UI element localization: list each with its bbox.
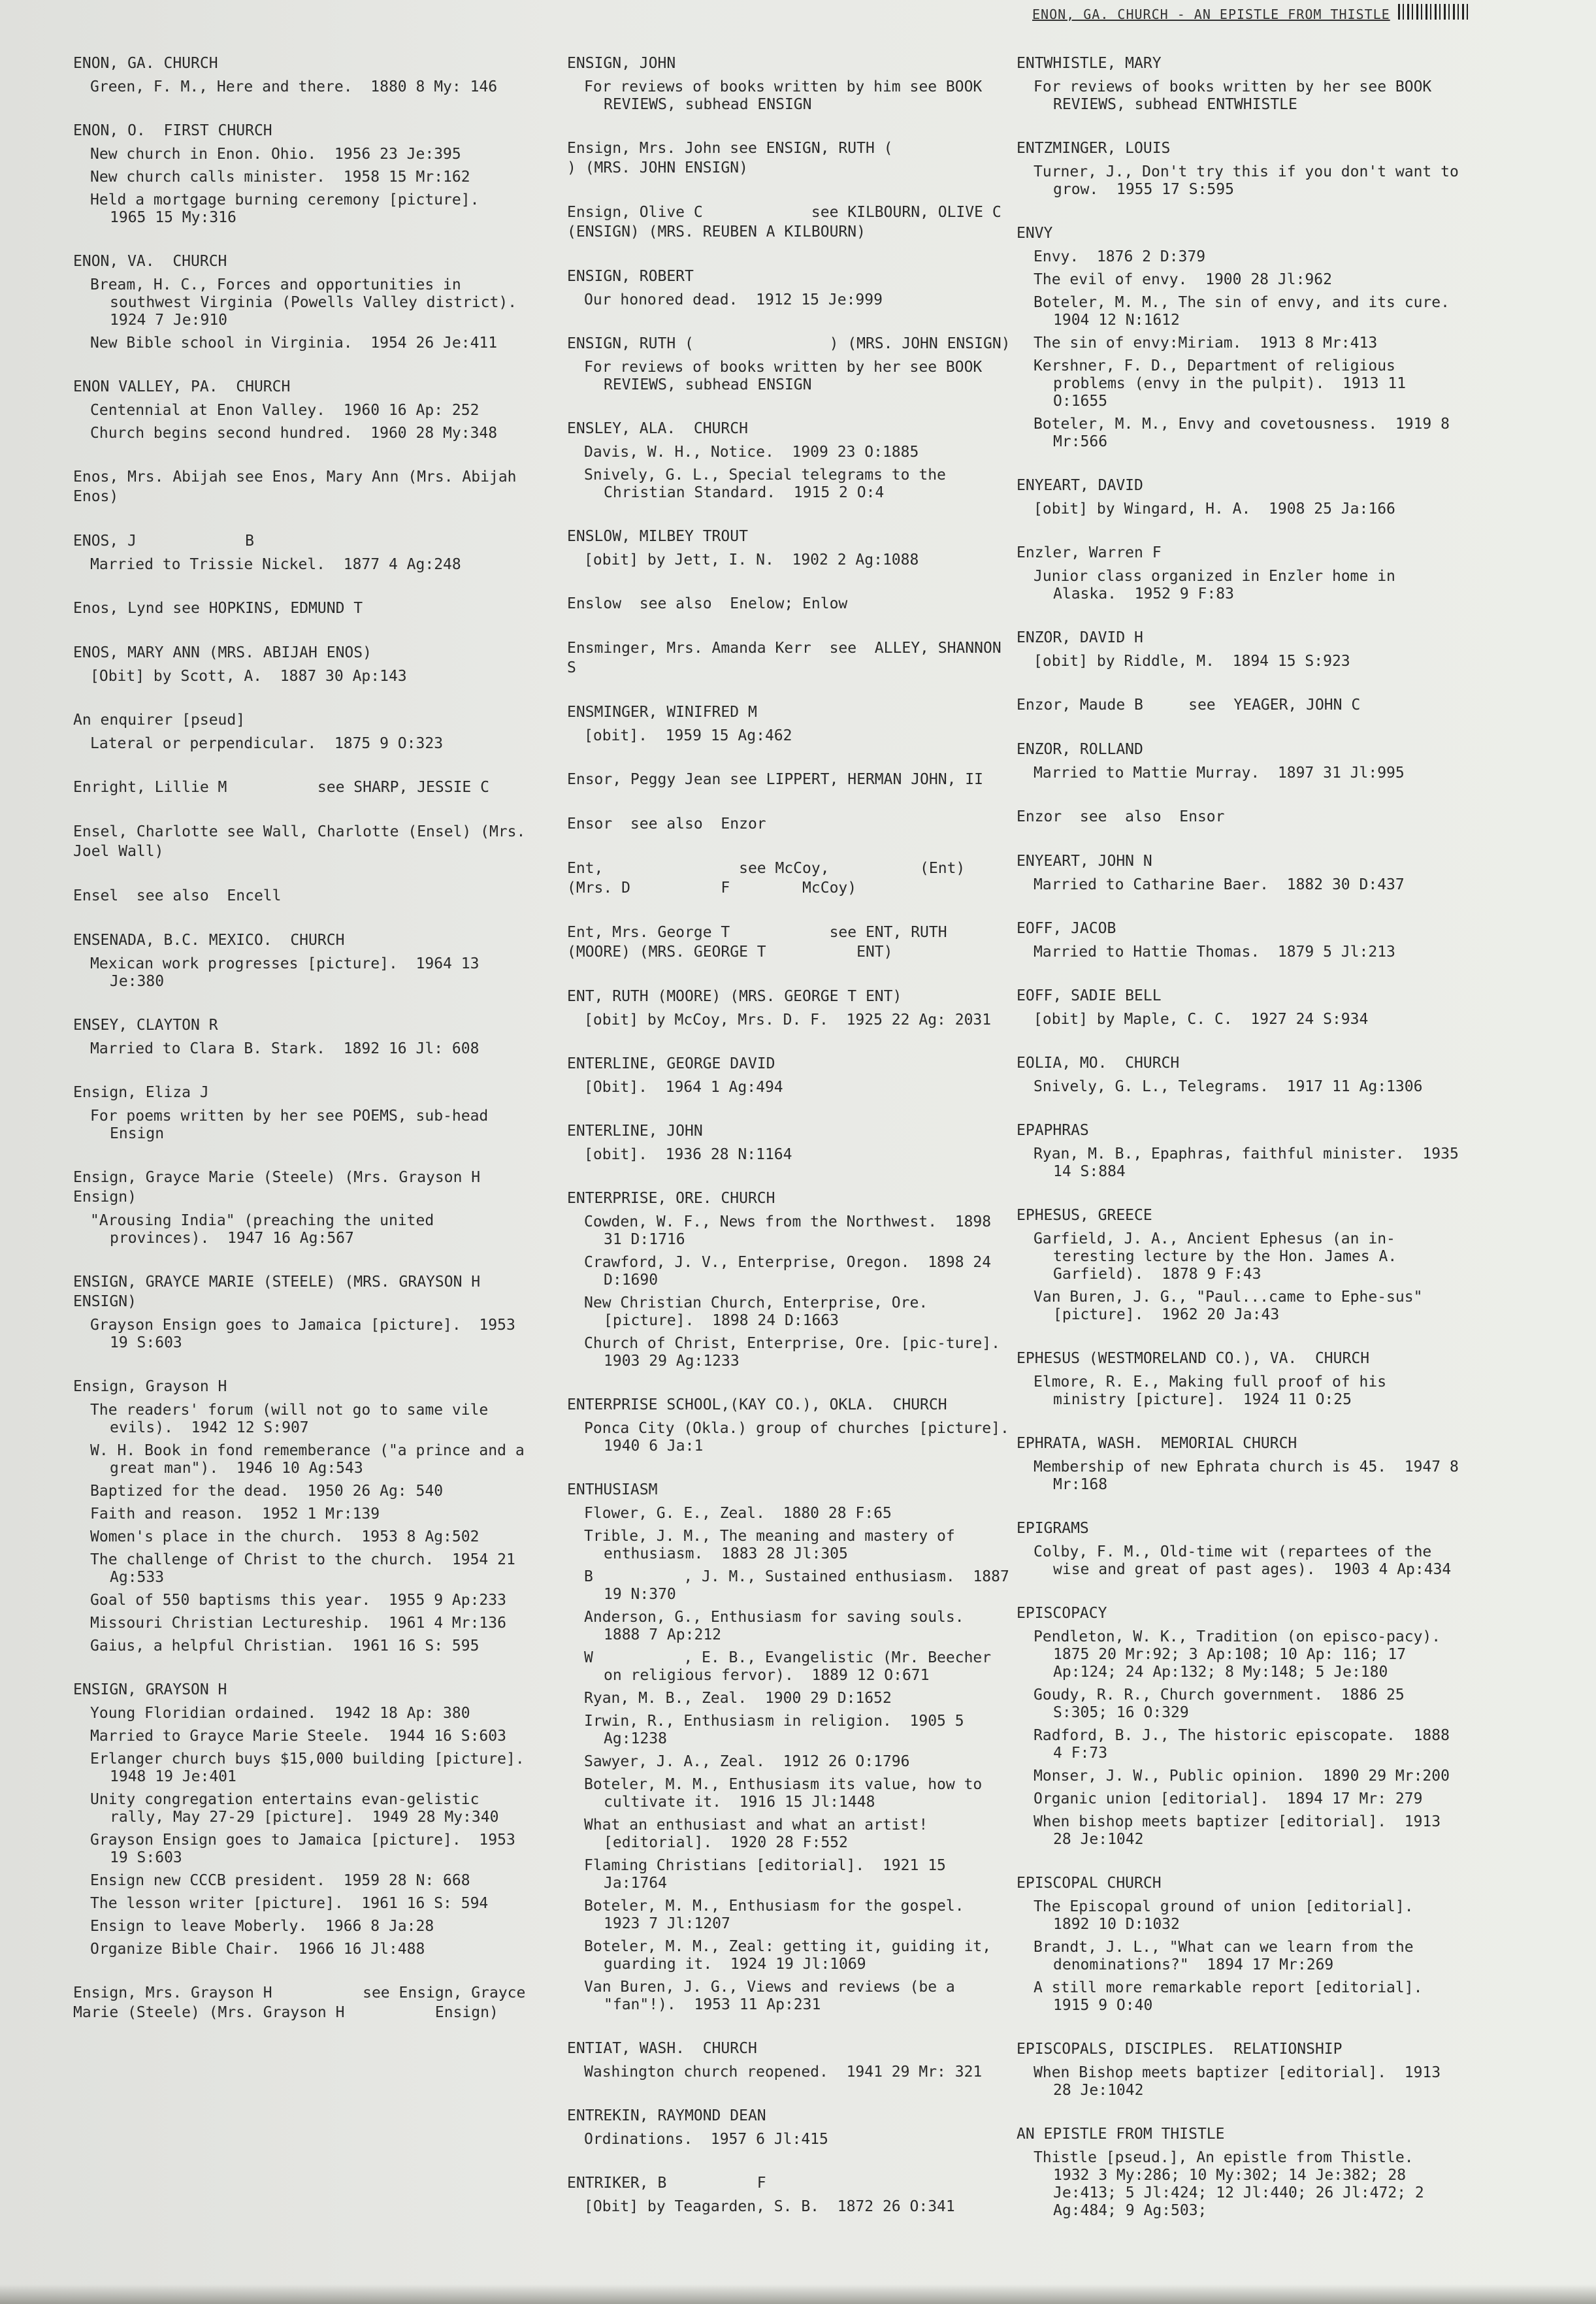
entry-citation: Turner, J., Don't try this if you don't want to grow. 1955 17 S:595 xyxy=(1034,163,1468,198)
index-entry xyxy=(73,778,530,797)
entry-heading: Ent, Mrs. George T see ENT, RUTH (MOORE) (MRS. GEORGE T ENT) xyxy=(567,924,956,961)
index-entry xyxy=(1017,1434,1467,1494)
entry-citation: New Bible school in Virginia. 1954 26 Je:411 xyxy=(90,335,498,352)
running-head: ENON, GA. CHURCH - AN EPISTLE FROM THISTLE xyxy=(1032,7,1390,22)
entry-citation: Flaming Christians [editorial]. 1921 15 Ja:1764 xyxy=(584,1857,955,1892)
entry-citation: Mexican work progresses [picture]. 1964 13 Je:380 xyxy=(90,955,489,990)
entry-citation: [obit] by Maple, C. C. 1927 24 S:934 xyxy=(1034,1011,1369,1028)
index-entry xyxy=(567,2106,1011,2148)
index-entry xyxy=(73,252,535,352)
entry-citation: Ensign to leave Moberly. 1966 8 Ja:28 xyxy=(90,1918,434,1935)
index-entry xyxy=(73,1168,571,1247)
entry-citation: Church begins second hundred. 1960 28 My:348 xyxy=(90,425,498,442)
column-3 xyxy=(1017,54,1467,2245)
entry-citation: Our honored dead. 1912 15 Je:999 xyxy=(584,291,883,308)
entry-heading: ENSIGN, ROBERT xyxy=(567,268,694,285)
index-entry xyxy=(73,1680,543,1958)
entry-citation: Crawford, J. V., Enterprise, Oregon. 1898 24 D:1690 xyxy=(584,1254,1000,1289)
index-entry xyxy=(73,1983,535,2022)
index-entry xyxy=(73,930,530,991)
entry-citation: [obit]. 1959 15 Ag:462 xyxy=(584,727,792,744)
entry-citation: Lateral or perpendicular. 1875 9 O:323 xyxy=(90,735,444,752)
entry-heading: Ensor, Peggy Jean see LIPPERT, HERMAN JOHN, II xyxy=(567,771,983,788)
index-entry xyxy=(567,419,1011,502)
entry-citation: [obit] by Riddle, M. 1894 15 S:923 xyxy=(1034,653,1350,670)
entry-citation: Junior class organized in Enzler home in Alaska. 1952 9 F:83 xyxy=(1034,568,1405,602)
entry-heading: EPHESUS, GREECE xyxy=(1017,1207,1152,1224)
entry-heading: ENON, GA. CHURCH xyxy=(73,55,218,72)
entry-citation: Grayson Ensign goes to Jamaica [picture]. 1953 19 S:603 xyxy=(90,1832,525,1866)
entry-heading: ENSENADA, B.C. MEXICO. CHURCH xyxy=(73,932,345,949)
entry-heading: Ensign, Olive C see KILBOURN, OLIVE C (ENSIGN) (MRS. REUBEN A KILBOURN) xyxy=(567,204,1092,240)
index-entry xyxy=(1017,986,1467,1029)
entry-citation: Monser, J. W., Public opinion. 1890 29 Mr:200 xyxy=(1034,1768,1450,1785)
entry-citation: Van Buren, J. G., Views and reviews (be a "fan"!). 1953 11 Ap:231 xyxy=(584,1979,964,2013)
entry-citation: Married to Mattie Murray. 1897 31 Jl:995 xyxy=(1034,765,1405,782)
entry-citation: [obit] by Wingard, H. A. 1908 25 Ja:166 xyxy=(1034,501,1395,518)
entry-heading: ENT, RUTH (MOORE) (MRS. GEORGE T ENT) xyxy=(567,988,902,1005)
entry-heading: Enzor see also Ensor xyxy=(1017,808,1225,825)
entry-heading: ENSIGN, GRAYCE MARIE (STEELE) (MRS. GRAYSON H ENSIGN) xyxy=(73,1274,571,1310)
entry-citation: Centennial at Enon Valley. 1960 16 Ap: 252 xyxy=(90,402,480,419)
entry-citation: Van Buren, J. G., "Paul...came to Ephe-sus" [picture]. 1962 20 Ja:43 xyxy=(1034,1289,1432,1323)
index-entry xyxy=(1017,1121,1467,1181)
entry-citation: Garfield, J. A., Ancient Ephesus (an in-teresting lecture by the Hon. James A. Garfield). 1878 9 F:43 xyxy=(1034,1230,1407,1283)
entry-heading: ENTREKIN, RAYMOND DEAN xyxy=(567,2107,766,2124)
index-entry xyxy=(73,643,530,685)
index-entry xyxy=(73,1083,530,1143)
entry-citation: For reviews of books written by him see BOOK REVIEWS, subhead ENSIGN xyxy=(584,78,992,113)
entry-citation: Snively, G. L., Telegrams. 1917 11 Ag:1306 xyxy=(1034,1078,1423,1095)
entry-heading: ENOS, J B xyxy=(73,533,254,550)
index-entry xyxy=(73,121,530,227)
entry-citation: When bishop meets baptizer [editorial]. 1913 28 Je:1042 xyxy=(1034,1813,1450,1848)
entry-citation: Trible, J. M., The meaning and mastery of enthusiasm. 1883 28 Jl:305 xyxy=(584,1528,964,1562)
entry-citation: Goal of 550 baptisms this year. 1955 9 Ap:233 xyxy=(90,1592,506,1609)
index-entry xyxy=(567,139,1038,178)
entry-citation: When Bishop meets baptizer [editorial]. 1913 28 Je:1042 xyxy=(1034,2064,1450,2099)
index-entry xyxy=(1017,2039,1467,2099)
entry-heading: An enquirer [pseud] xyxy=(73,712,246,729)
entry-heading: ENSIGN, GRAYSON H xyxy=(73,1681,227,1698)
entry-citation: Green, F. M., Here and there. 1880 8 My: 146 xyxy=(90,78,498,95)
index-entry xyxy=(1017,1053,1467,1096)
entry-citation: Kershner, F. D., Department of religious problems (envy in the pulpit). 1913 11 O:1655 xyxy=(1034,357,1415,410)
entry-citation: Sawyer, J. A., Zeal. 1912 26 O:1796 xyxy=(584,1753,910,1770)
entry-citation: [Obit] by Teagarden, S. B. 1872 26 O:341 xyxy=(584,2198,955,2215)
entry-citation: Grayson Ensign goes to Jamaica [picture]. 1953 19 S:603 xyxy=(90,1317,525,1351)
index-entry xyxy=(567,814,1011,834)
entry-citation: The Episcopal ground of union [editorial]. 1892 10 D:1032 xyxy=(1034,1898,1432,1933)
index-entry xyxy=(1017,1604,1467,1849)
entry-heading: ENON, O. FIRST CHURCH xyxy=(73,122,272,139)
entry-heading: Ensor see also Enzor xyxy=(567,815,766,832)
entry-citation: Erlanger church buys $15,000 building [picture]. 1948 19 Je:401 xyxy=(90,1751,543,1785)
entry-citation: [obit] by McCoy, Mrs. D. F. 1925 22 Ag: 2031 xyxy=(584,1012,992,1029)
page-edge-shadow xyxy=(0,2284,1596,2304)
entry-citation: Married to Trissie Nickel. 1877 4 Ag:248 xyxy=(90,556,461,573)
entry-citation: Pendleton, W. K., Tradition (on episco-pacy). 1875 20 Mr:92; 3 Ap:108; 10 Ap: 116; 17 Ap:124; 24 Ap:132; 8 My:148; 5 Je:180 xyxy=(1034,1628,1459,1681)
entry-heading: Ensign, Grayson H xyxy=(73,1378,227,1395)
entry-citation: Anderson, G., Enthusiasm for saving souls. 1888 7 Ap:212 xyxy=(584,1609,983,1643)
entry-heading: EOFF, JACOB xyxy=(1017,920,1116,937)
index-entry xyxy=(1017,1206,1467,1324)
entry-citation: Washington church reopened. 1941 29 Mr: 321 xyxy=(584,2064,983,2081)
index-entry xyxy=(1017,1873,1467,2015)
entry-citation: Colby, F. M., Old-time wit (repartees of the wise and great of past ages). 1903 4 Ap:434 xyxy=(1034,1543,1452,1578)
entry-citation: Organic union [editorial]. 1894 17 Mr: 279 xyxy=(1034,1790,1423,1807)
entry-heading: ENZOR, ROLLAND xyxy=(1017,741,1143,758)
entry-heading: Ensign, Mrs. John see ENSIGN, RUTH ( ) (MRS. JOHN ENSIGN) xyxy=(567,140,1038,176)
index-entry xyxy=(567,1054,1011,1096)
entry-heading: ENTERPRISE SCHOOL,(KAY CO.), OKLA. CHURCH xyxy=(567,1396,947,1413)
entry-heading: ENSEY, CLAYTON R xyxy=(73,1017,218,1034)
entry-citation: Davis, W. H., Notice. 1909 23 O:1885 xyxy=(584,444,919,461)
entry-citation: For poems written by her see POEMS, sub-head Ensign xyxy=(90,1108,498,1142)
index-entry xyxy=(73,822,535,861)
index-entry xyxy=(567,2173,1011,2216)
entry-citation: Radford, B. J., The historic episcopate. 1888 4 F:73 xyxy=(1034,1727,1459,1762)
index-entry xyxy=(1017,807,1467,827)
entry-heading: ENVY xyxy=(1017,225,1053,242)
index-entry xyxy=(567,702,1011,745)
index-entry xyxy=(1017,2124,1467,2220)
index-entry xyxy=(73,54,530,96)
entry-citation: The sin of envy:Miriam. 1913 8 Mr:413 xyxy=(1034,335,1378,352)
index-entry xyxy=(567,923,1011,962)
entry-heading: ENTZMINGER, LOUIS xyxy=(1017,140,1171,157)
entry-heading: ENTWHISTLE, MARY xyxy=(1017,55,1162,72)
index-entry xyxy=(1017,54,1467,114)
index-entry xyxy=(567,1121,1011,1164)
entry-citation: Missouri Christian Lectureship. 1961 4 Mr:136 xyxy=(90,1615,506,1632)
entry-citation: Faith and reason. 1952 1 Mr:139 xyxy=(90,1506,380,1522)
index-entry xyxy=(567,1395,1028,1455)
entry-heading: Ensign, Grayce Marie (Steele) (Mrs. Grayson H Ensign) xyxy=(73,1169,571,1206)
entry-heading: Enzler, Warren F xyxy=(1017,544,1162,561)
entry-citation: "Arousing India" (preaching the united provinces). 1947 16 Ag:567 xyxy=(90,1212,444,1247)
entry-heading: EPHESUS (WESTMORELAND CO.), VA. CHURCH xyxy=(1017,1350,1370,1367)
entry-heading: ENTERPRISE, ORE. CHURCH xyxy=(567,1190,775,1207)
index-entry xyxy=(73,467,530,506)
entry-citation: The evil of envy. 1900 28 Jl:962 xyxy=(1034,271,1332,288)
entry-heading: ENTERLINE, GEORGE DAVID xyxy=(567,1055,775,1072)
entry-citation: Ryan, M. B., Zeal. 1900 29 D:1652 xyxy=(584,1690,892,1707)
entry-heading: Enos, Lynd see HOPKINS, EDMUND T xyxy=(73,600,363,617)
index-entry xyxy=(73,599,530,618)
entry-citation: Ordinations. 1957 6 Jl:415 xyxy=(584,2131,828,2148)
entry-citation: For reviews of books written by her see BOOK REVIEWS, subhead ENSIGN xyxy=(584,359,992,393)
index-entry xyxy=(1017,139,1467,199)
index-entry xyxy=(567,527,1011,569)
index-entry xyxy=(567,54,1011,114)
entry-citation: W , E. B., Evangelistic (Mr. Beecher on religious fervor). 1889 12 O:671 xyxy=(584,1649,1000,1684)
index-entry xyxy=(1017,476,1467,518)
entry-citation: Snively, G. L., Special telegrams to the Christian Standard. 1915 2 O:4 xyxy=(584,467,955,501)
entry-citation: New church calls minister. 1958 15 Mr:162 xyxy=(90,169,470,186)
entry-heading: ENTIAT, WASH. CHURCH xyxy=(567,2040,757,2057)
entry-citation: Bream, H. C., Forces and opportunities in southwest Virginia (Powells Valley district). 1924 7 Je:910 xyxy=(90,276,535,329)
entry-citation: Irwin, R., Enthusiasm in religion. 1905 5 Ag:1238 xyxy=(584,1713,973,1747)
entry-citation: Unity congregation entertains evan-gelistic rally, May 27-29 [picture]. 1949 28 My:340 xyxy=(90,1791,499,1826)
entry-heading: Ensel see also Encell xyxy=(73,887,282,904)
index-entry xyxy=(1017,223,1467,451)
entry-citation: Baptized for the dead. 1950 26 Ag: 540 xyxy=(90,1483,444,1500)
entry-heading: ENSIGN, RUTH ( ) (MRS. JOHN ENSIGN) xyxy=(567,335,1011,352)
entry-heading: Ensel, Charlotte see Wall, Charlotte (Ensel) (Mrs. Joel Wall) xyxy=(73,823,535,860)
entry-heading: Enright, Lillie M see SHARP, JESSIE C xyxy=(73,779,489,796)
entry-citation: Goudy, R. R., Church government. 1886 25 S:305; 16 O:329 xyxy=(1034,1687,1414,1721)
entry-citation: Women's place in the church. 1953 8 Ag:502 xyxy=(90,1528,480,1545)
index-entry xyxy=(73,886,530,906)
entry-heading: Ensminger, Mrs. Amanda Kerr see ALLEY, SHANNON S xyxy=(567,640,1011,676)
index-entry xyxy=(73,1377,534,1655)
entry-citation: [Obit] by Scott, A. 1887 30 Ap:143 xyxy=(90,668,407,685)
entry-citation: Held a mortgage burning ceremony [picture]. 1965 15 My:316 xyxy=(90,191,498,226)
entry-citation: New Christian Church, Enterprise, Ore. [picture]. 1898 24 D:1663 xyxy=(584,1294,937,1329)
entry-citation: [Obit]. 1964 1 Ag:494 xyxy=(584,1079,783,1096)
entry-heading: ENTHUSIASM xyxy=(567,1481,658,1498)
entry-citation: Envy. 1876 2 D:379 xyxy=(1034,248,1206,265)
entry-heading: EPISCOPACY xyxy=(1017,1605,1107,1622)
entry-heading: ENSLEY, ALA. CHURCH xyxy=(567,420,748,437)
entry-heading: EPIGRAMS xyxy=(1017,1520,1089,1537)
entry-citation: Church of Christ, Enterprise, Ore. [pic-ture]. 1903 29 Ag:1233 xyxy=(584,1335,1018,1370)
entry-citation: Married to Catharine Baer. 1882 30 D:437 xyxy=(1034,876,1405,893)
entry-citation: W. H. Book in fond rememberance ("a prince and a great man"). 1946 10 Ag:543 xyxy=(90,1442,534,1477)
index-entry xyxy=(1017,1349,1467,1409)
index-entry xyxy=(73,1272,571,1352)
entry-heading: EOFF, SADIE BELL xyxy=(1017,987,1162,1004)
index-entry xyxy=(73,531,530,574)
index-entry xyxy=(73,710,530,753)
entry-heading: EPISCOPAL CHURCH xyxy=(1017,1875,1162,1892)
entry-citation: Organize Bible Chair. 1966 16 Jl:488 xyxy=(90,1941,425,1958)
entry-citation: What an enthusiast and what an artist! [editorial]. 1920 28 F:552 xyxy=(584,1817,937,1851)
entry-heading: ENSIGN, JOHN xyxy=(567,55,676,72)
index-entry xyxy=(73,1015,530,1058)
index-entry xyxy=(567,267,1011,309)
entry-heading: ENON VALLEY, PA. CHURCH xyxy=(73,378,291,395)
barcode-mark xyxy=(1398,4,1471,20)
entry-heading: Ensign, Mrs. Grayson H see Ensign, Grayce Marie (Steele) (Mrs. Grayson H Ensign) xyxy=(73,1984,535,2021)
entry-citation: Gaius, a helpful Christian. 1961 16 S: 595 xyxy=(90,1637,480,1654)
entry-citation: Young Floridian ordained. 1942 18 Ap: 380 xyxy=(90,1705,470,1722)
index-entry xyxy=(1017,740,1467,782)
entry-citation: Elmore, R. E., Making full proof of his ministry [picture]. 1924 11 O:25 xyxy=(1034,1374,1395,1408)
index-entry xyxy=(567,1189,1018,1370)
index-entry xyxy=(1017,1519,1467,1579)
entry-citation: Ensign new CCCB president. 1959 28 N: 668 xyxy=(90,1872,470,1889)
index-entry xyxy=(1017,628,1467,670)
entry-heading: ENON, VA. CHURCH xyxy=(73,253,227,270)
index-entry xyxy=(567,987,1011,1029)
entry-heading: Ensign, Eliza J xyxy=(73,1084,209,1101)
entry-citation: Boteler, M. M., Enthusiasm for the gospel. 1923 7 Jl:1207 xyxy=(584,1898,983,1932)
column-1 xyxy=(73,54,571,2047)
entry-heading: Enos, Mrs. Abijah see Enos, Mary Ann (Mrs. Abijah Enos) xyxy=(73,469,526,505)
index-entry xyxy=(1017,851,1467,894)
index-entry xyxy=(567,334,1011,394)
index-entry xyxy=(567,594,1011,614)
entry-heading: EOLIA, MO. CHURCH xyxy=(1017,1055,1180,1072)
entry-citation: Boteler, M. M., Envy and covetousness. 1919 8 Mr:566 xyxy=(1034,416,1459,450)
entry-citation: Ponca City (Okla.) group of churches [picture]. 1940 6 Ja:1 xyxy=(584,1420,1028,1455)
entry-heading: EPHRATA, WASH. MEMORIAL CHURCH xyxy=(1017,1435,1297,1452)
entry-heading: ENOS, MARY ANN (MRS. ABIJAH ENOS) xyxy=(73,644,372,661)
index-entry xyxy=(1017,695,1467,715)
entry-heading: ENTERLINE, JOHN xyxy=(567,1123,703,1140)
entry-citation: A still more remarkable report [editorial]. 1915 9 O:40 xyxy=(1034,1979,1441,2014)
entry-heading: Ent, see McCoy, (Ent) (Mrs. D F McCoy) xyxy=(567,860,975,897)
entry-citation: Boteler, M. M., The sin of envy, and its cure. 1904 12 N:1612 xyxy=(1034,294,1468,329)
entry-citation: Thistle [pseud.], An epistle from Thistle. 1932 3 My:286; 10 My:302; 14 Je:382; 28 Je:413; 5 Jl:424; 12 Jl:440; 26 Jl:472; 2 Ag:484; 9 Ag:503; xyxy=(1034,2149,1433,2219)
entry-citation: Brandt, J. L., "What can we learn from the denominations?" 1894 17 Mr:269 xyxy=(1034,1939,1423,1973)
index-entry xyxy=(567,638,1011,678)
index-entry xyxy=(73,377,530,442)
entry-citation: The lesson writer [picture]. 1961 16 S: 594 xyxy=(90,1895,489,1912)
entry-citation: B , J. M., Sustained enthusiasm. 1887 19 N:370 xyxy=(584,1568,1018,1603)
entry-heading: ENTRIKER, B F xyxy=(567,2175,766,2192)
entry-heading: ENZOR, DAVID H xyxy=(1017,629,1143,646)
entry-heading: ENYEART, JOHN N xyxy=(1017,853,1152,870)
entry-citation: Membership of new Ephrata church is 45. 1947 8 Mr:168 xyxy=(1034,1458,1468,1493)
entry-citation: Boteler, M. M., Enthusiasm its value, how to cultivate it. 1916 15 Jl:1448 xyxy=(584,1776,992,1811)
entry-citation: The readers' forum (will not go to same vile evils). 1942 12 S:907 xyxy=(90,1402,498,1436)
entry-citation: The challenge of Christ to the church. 1954 21 Ag:533 xyxy=(90,1551,525,1586)
index-entry xyxy=(1017,919,1467,961)
entry-citation: [obit] by Jett, I. N. 1902 2 Ag:1088 xyxy=(584,551,919,568)
entry-heading: ENSMINGER, WINIFRED M xyxy=(567,704,757,721)
entry-heading: ENYEART, DAVID xyxy=(1017,477,1143,494)
entry-heading: EPAPHRAS xyxy=(1017,1122,1089,1139)
entry-citation: Married to Grayce Marie Steele. 1944 16 S:603 xyxy=(90,1728,506,1745)
index-entry xyxy=(567,859,1011,898)
index-entry xyxy=(567,2039,1011,2081)
entry-heading: EPISCOPALS, DISCIPLES. RELATIONSHIP xyxy=(1017,2041,1343,2058)
entry-citation: Married to Clara B. Stark. 1892 16 Jl: 608 xyxy=(90,1040,480,1057)
entry-citation: Flower, G. E., Zeal. 1880 28 F:65 xyxy=(584,1505,892,1522)
entry-citation: Ryan, M. B., Epaphras, faithful minister. 1935 14 S:884 xyxy=(1034,1145,1468,1180)
entry-heading: ENSLOW, MILBEY TROUT xyxy=(567,528,748,545)
entry-citation: New church in Enon. Ohio. 1956 23 Je:395 xyxy=(90,146,461,163)
index-entry xyxy=(567,1480,1018,2014)
entry-citation: Married to Hattie Thomas. 1879 5 Jl:213 xyxy=(1034,944,1395,961)
entry-heading: Enslow see also Enelow; Enlow xyxy=(567,595,848,612)
index-entry xyxy=(567,770,1011,789)
entry-citation: For reviews of books written by her see BOOK REVIEWS, subhead ENTWHISTLE xyxy=(1034,78,1441,113)
entry-heading: AN EPISTLE FROM THISTLE xyxy=(1017,2126,1225,2143)
entry-citation: [obit]. 1936 28 N:1164 xyxy=(584,1146,792,1163)
entry-citation: Cowden, W. F., News from the Northwest. 1898 31 D:1716 xyxy=(584,1213,1000,1248)
index-entry xyxy=(1017,543,1467,603)
entry-heading: Enzor, Maude B see YEAGER, JOHN C xyxy=(1017,697,1361,714)
entry-citation: Boteler, M. M., Zeal: getting it, guiding it, guarding it. 1924 19 Jl:1069 xyxy=(584,1938,1000,1973)
